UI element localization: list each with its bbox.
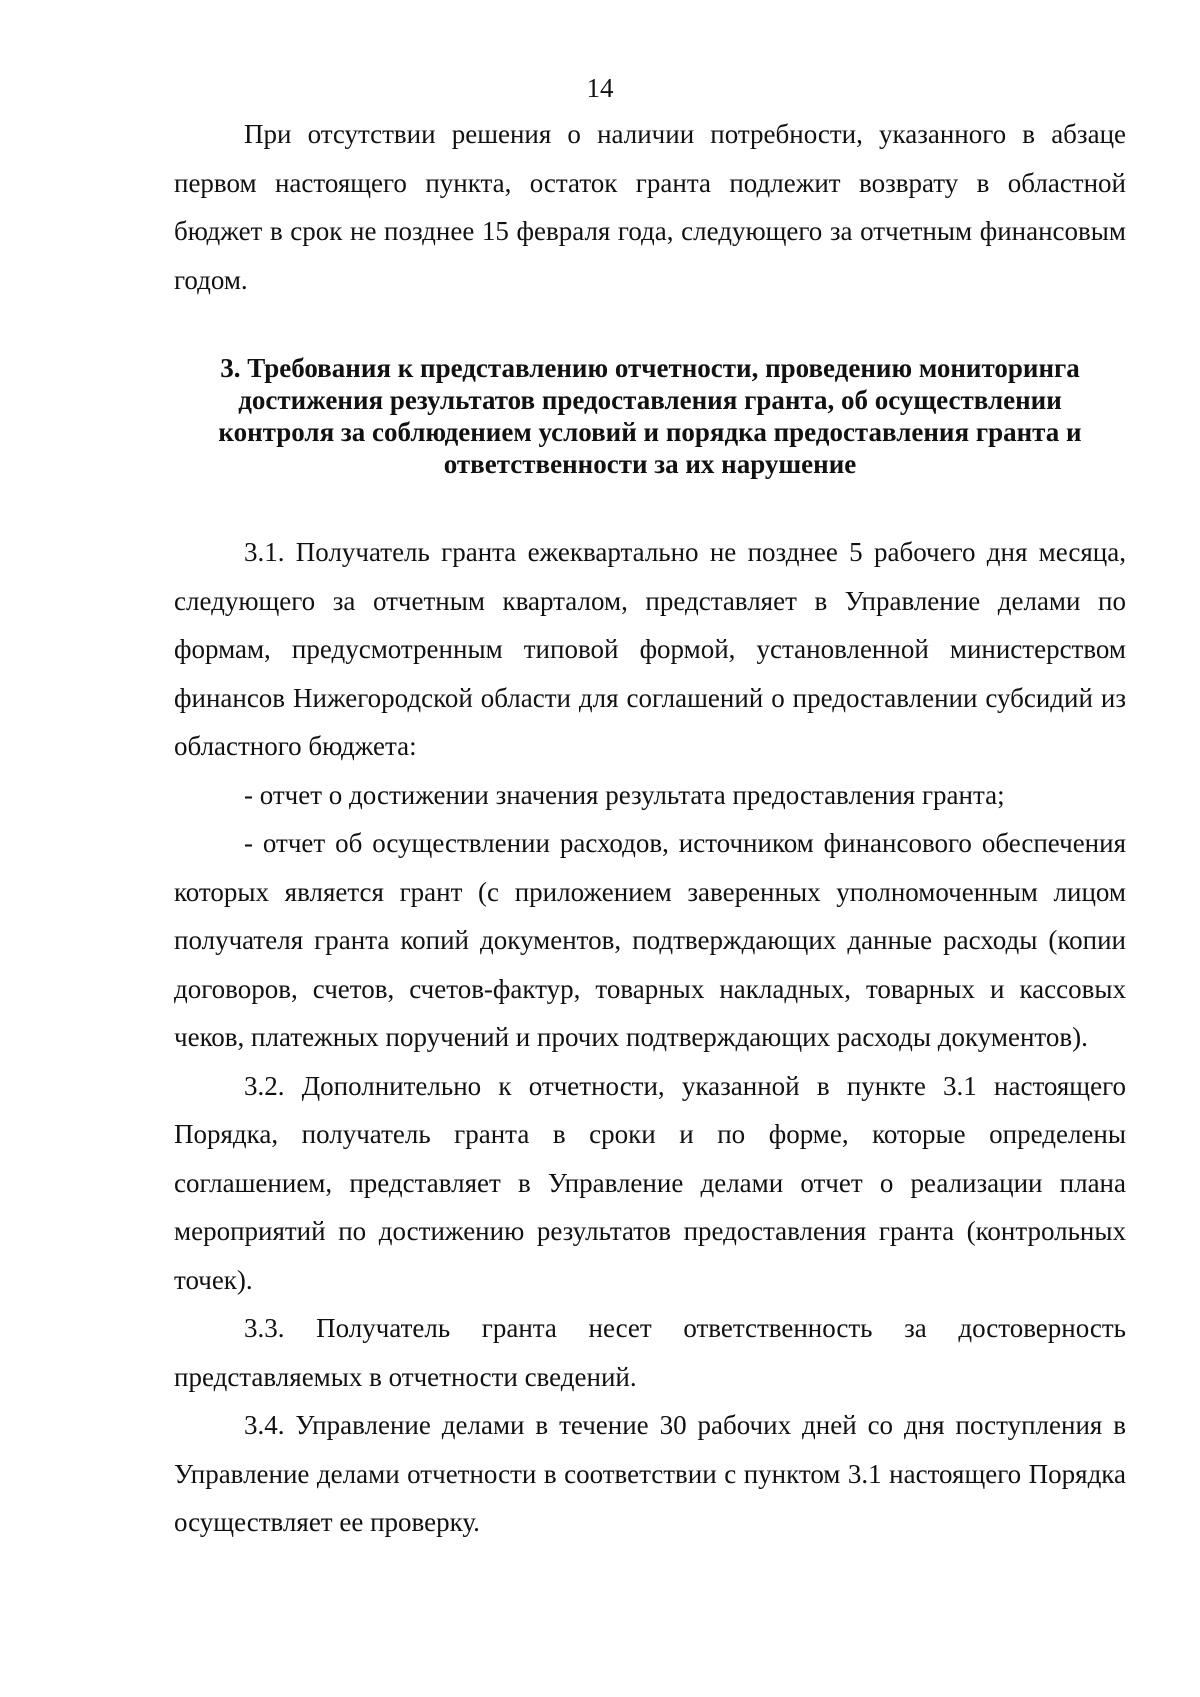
paragraph-3-4: 3.4. Управление делами в течение 30 рабочих дней со дня поступления в Управление делами отчетности в соответствии с пунктом 3.1 настоящего Порядка осуществляет ее проверку. <box>174 1410 1126 1537</box>
paragraph-refund-rule: При отсутствии решения о наличии потребности, указанного в абзаце первом настоящего пункта, остаток гранта подлежит возврату в областной бюджет в срок не позднее 15 февраля года, следующего за отчетным финансовым годом. <box>174 119 1126 295</box>
document-body <box>174 110 1126 1547</box>
paragraph-3-3: 3.3. Получатель гранта несет ответственность за достоверность представляемых в отчетности сведений. <box>174 1313 1126 1392</box>
paragraph-report-result: - отчет о достижении значения результата предоставления гранта; <box>244 779 1005 810</box>
paragraph-3-2: 3.2. Дополнительно к отчетности, указанной в пункте 3.1 настоящего Порядка, получатель гранта в сроки и по форме, которые определены соглашением, представляет в Управление делами отчет о реализации плана мероприятий по достижению результатов предоставления гранта (контрольных точек). <box>174 1070 1126 1295</box>
paragraph-3-1: 3.1. Получатель гранта ежеквартально не позднее 5 рабочего дня месяца, следующего за отчетным кварталом, представляет в Управление делами по формам, предусмотренным типовой формой, установленной министерством финансов Нижегородской области для соглашений о предоставлении субсидий из областного бюджета: <box>174 537 1126 761</box>
page-number: 14 <box>586 73 614 103</box>
section-heading: 3. Требования к представлению отчетности, проведению мониторинга достижения результатов предоставления гранта, об осуществлении контроля за соблюдением условий и порядка предоставления гранта и ответственности за их нарушение <box>218 353 1082 479</box>
paragraph-report-expenses: - отчет об осуществлении расходов, источником финансового обеспечения которых является грант (с приложением заверенных уполномоченным лицом получателя гранта копий документов, подтверждающих данные расходы (копии договоров, счетов, счетов-фактур, товарных накладных, товарных и кассовых чеков, платежных поручений и прочих подтверждающих расходы документов). <box>174 828 1126 1052</box>
